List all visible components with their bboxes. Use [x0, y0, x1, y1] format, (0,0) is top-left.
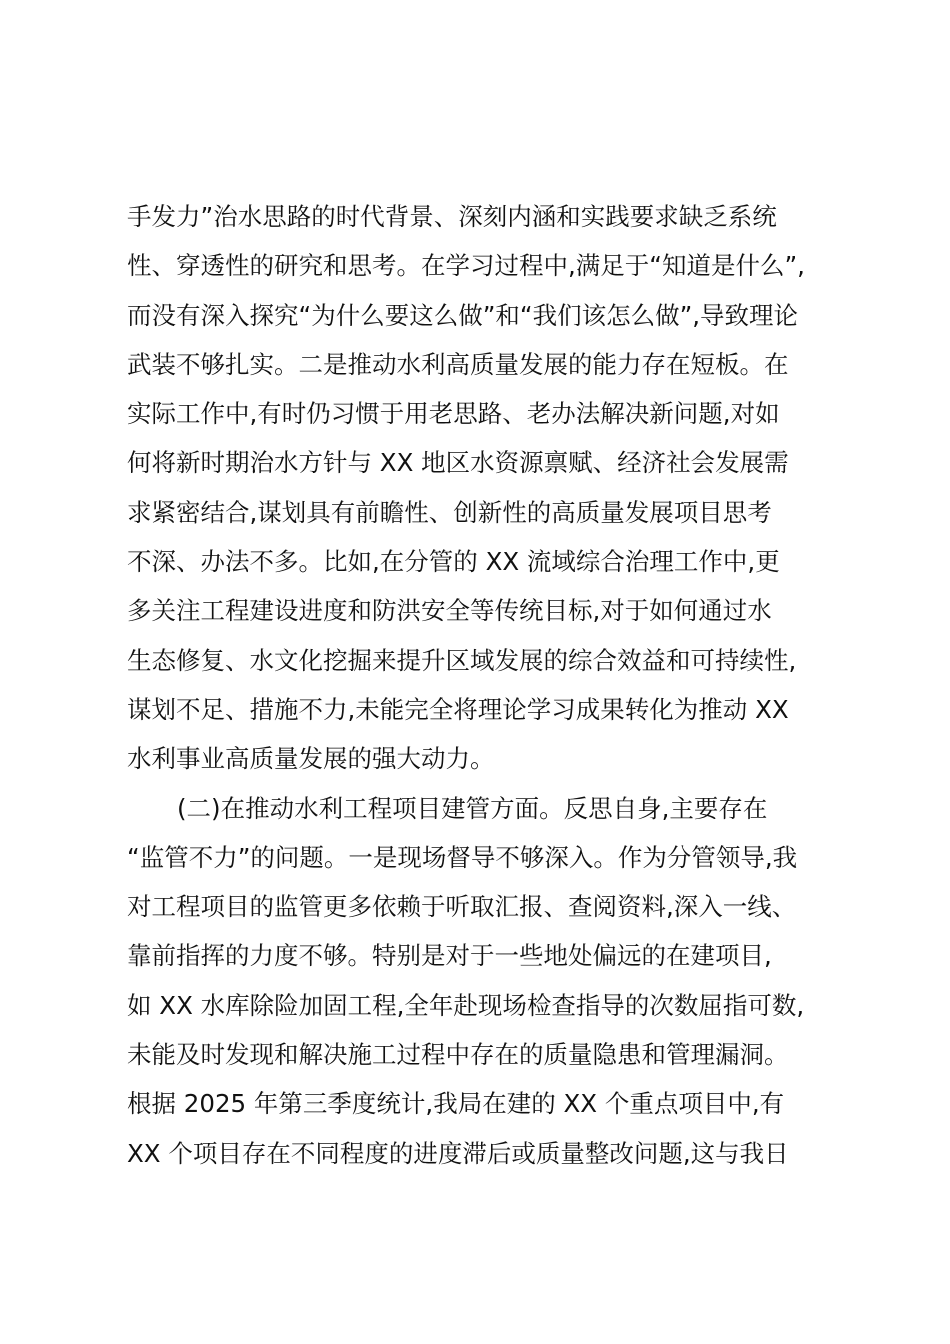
- text-line: (二)在推动水利工程项目建管方面。反思自身,主要存在: [177, 793, 768, 823]
- text-line: 不深、办法不多。比如,在分管的 XX 流域综合治理工作中,更: [127, 547, 780, 577]
- document-body: [127, 192, 837, 1178]
- text-line: 对工程项目的监管更多依赖于听取汇报、查阅资料,深入一线、: [127, 892, 797, 922]
- text-line: 未能及时发现和解决施工过程中存在的质量隐患和管理漏洞。: [127, 1040, 789, 1070]
- text-line: 多关注工程建设进度和防洪安全等传统目标,对于如何通过水: [127, 596, 772, 626]
- text-line: 何将新时期治水方针与 XX 地区水资源禀赋、经济社会发展需: [127, 448, 789, 478]
- text-line: 武装不够扎实。二是推动水利高质量发展的能力存在短板。在: [127, 349, 789, 379]
- text-line: 手发力”治水思路的时代背景、深刻内涵和实践要求缺乏系统: [127, 202, 777, 231]
- paragraph-2: [127, 784, 837, 1178]
- paragraph-1: [127, 192, 837, 784]
- text-line: 谋划不足、措施不力,未能完全将理论学习成果转化为推动 XX: [127, 694, 789, 724]
- text-line: 靠前指挥的力度不够。特别是对于一些地处偏远的在建项目,: [127, 941, 772, 971]
- text-line: 如 XX 水库除险加固工程,全年赴现场检查指导的次数屈指可数,: [127, 990, 805, 1020]
- text-line: XX 个项目存在不同程度的进度滞后或质量整改问题,这与我日: [127, 1138, 789, 1168]
- text-line: 根据 2025 年第三季度统计,我局在建的 XX 个重点项目中,有: [127, 1089, 785, 1119]
- text-line: 性、穿透性的研究和思考。在学习过程中,满足于“知道是什么”,: [127, 251, 805, 281]
- text-line: 水利事业高质量发展的强大动力。: [127, 744, 495, 774]
- text-line: 实际工作中,有时仍习惯于用老思路、老办法解决新问题,对如: [127, 399, 780, 429]
- text-line: 而没有深入探究“为什么要这么做”和“我们该怎么做”,导致理论: [127, 300, 799, 330]
- text-line: 生态修复、水文化挖掘来提升区域发展的综合效益和可持续性,: [127, 645, 797, 675]
- text-line: “监管不力”的问题。一是现场督导不够深入。作为分管领导,我: [127, 842, 798, 872]
- text-line: 求紧密结合,谋划具有前瞻性、创新性的高质量发展项目思考: [127, 497, 772, 527]
